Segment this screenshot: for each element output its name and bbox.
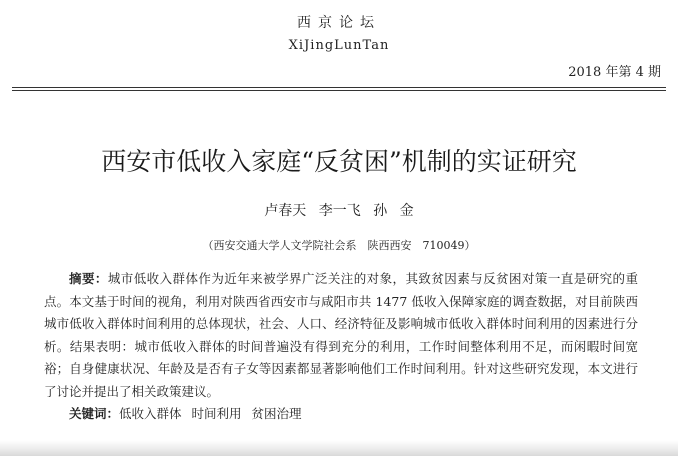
header-rule-bottom xyxy=(12,90,666,91)
article-authors: 卢春天 李一飞 孙 金 xyxy=(264,203,414,219)
keywords-label: 关键词： xyxy=(69,406,120,421)
abstract-text: 城市低收入群体作为近年来被学界广泛关注的对象，其致贫因素与反贫困对策一直是研究的重点。本文基于时间的视角，利用对陕西省西安市与咸阳市共 1477 低收入保障家庭的调查数据，对目前陕西城市低收入群体时间利用的总体现状，社会、人口、经济特征及影响城市低收入群体时间利用的因素进行分析。结果表明：城市低收入群体的时间普遍没有得到充分的利用，工作时间整体利用不足，而闲暇时间宽裕；自身健康状况、年龄及是否有子女等因素都显著影响他们工作时间利用。针对这些研究发现，本文进行了讨论并提出了相关政策建议。 xyxy=(44,271,638,399)
keywords xyxy=(69,405,638,423)
abstract-label: 摘要： xyxy=(69,271,108,286)
author-affiliation: （西安交通大学人文学院社会系 陕西西安 710049） xyxy=(202,239,476,252)
journal-name: 西京论坛 xyxy=(297,15,381,31)
abstract xyxy=(44,268,638,403)
issue-number: 2018 年第 4 期 xyxy=(568,65,661,80)
journal-name-pinyin: XiJingLunTan xyxy=(288,38,390,53)
article-title: 西安市低收入家庭“反贫困”机制的实证研究 xyxy=(101,147,577,176)
keywords-text: 低收入群体 时间利用 贫困治理 xyxy=(119,406,302,421)
header-rule-top xyxy=(12,87,666,88)
page-bottom-edge xyxy=(0,440,678,456)
running-head xyxy=(0,14,678,55)
